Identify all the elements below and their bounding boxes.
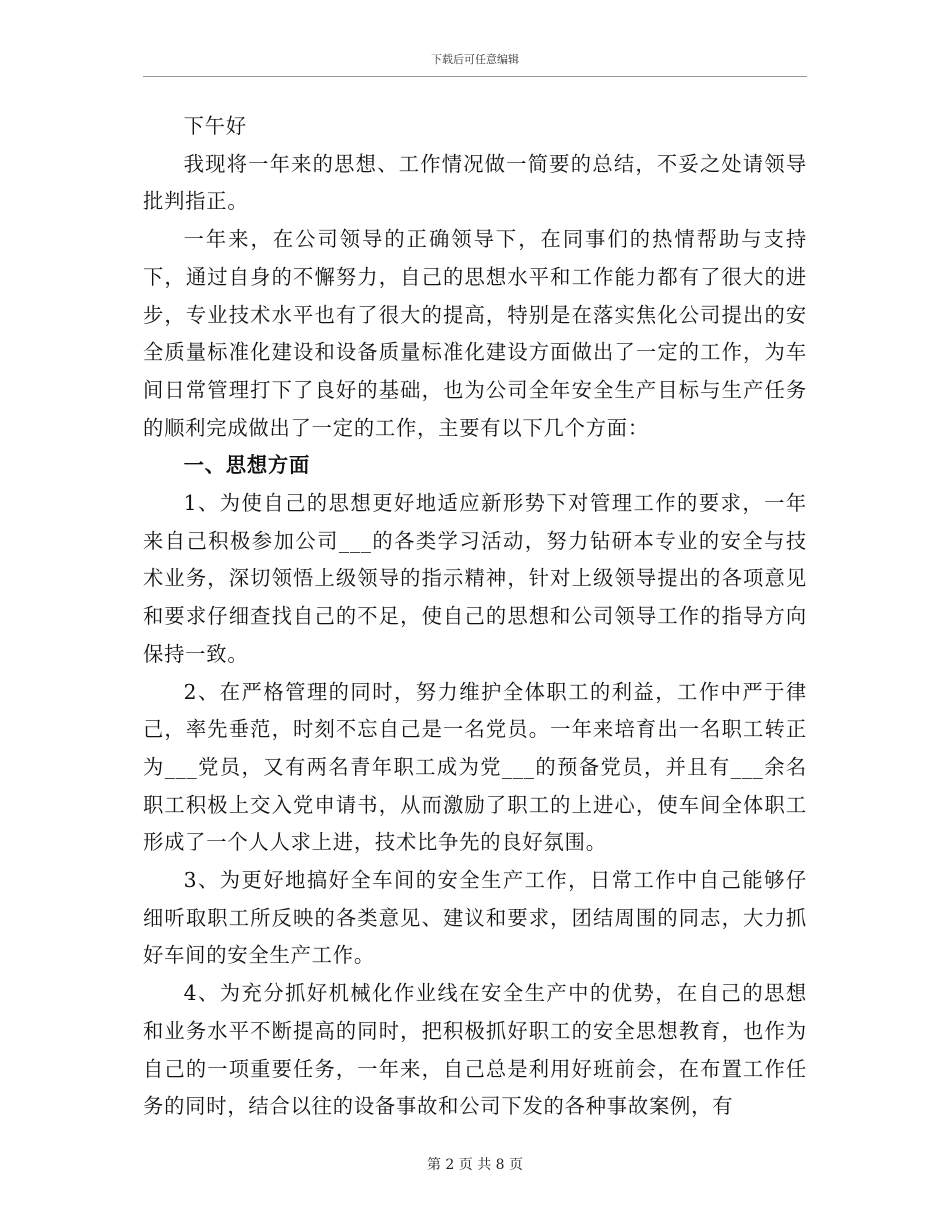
- greeting: 下午好: [183, 114, 247, 138]
- page-number: 第 2 页 共 8 页: [426, 1157, 524, 1173]
- section-heading: 一、思想方面: [183, 453, 311, 478]
- list-item: 3、为更好地搞好全车间的安全生产工作，日常工作中自己能够仔细听取职工所反映的各类意见、建议和要求，团结周围的同志，大力抓好车间的安全生产工作。: [143, 868, 807, 968]
- document-body: [143, 108, 807, 1126]
- intro-paragraph: 我现将一年来的思想、工作情况做一简要的总结，不妥之处请领导批判指正。: [143, 151, 807, 214]
- list-item: 1、为使自己的思想更好地适应新形势下对管理工作的要求，一年来自己积极参加公司___的各类学习活动，努力钻研本专业的安全与技术业务，深切领悟上级领导的指示精神，针对上级领导提出的各项意见和要求仔细查找自己的不足，使自己的思想和公司领导工作的指导方向保持一致。: [143, 491, 807, 666]
- page-header: 下载后可任意编辑: [431, 53, 519, 66]
- header-divider: [143, 76, 807, 77]
- summary-paragraph: 一年来，在公司领导的正确领导下，在同事们的热情帮助与支持下，通过自身的不懈努力，自己的思想水平和工作能力都有了很大的进步，专业技术水平也有了很大的提高，特别是在落实焦化公司提出的安全质量标准化建设和设备质量标准化建设方面做出了一定的工作，为车间日常管理打下了良好的基础，也为公司全年安全生产目标与生产任务的顺利完成做出了一定的工作，主要有以下几个方面：: [143, 227, 807, 440]
- list-item: 2、在严格管理的同时，努力维护全体职工的利益，工作中严于律己，率先垂范，时刻不忘自己是一名党员。一年来培育出一名职工转正为___党员，又有两名青年职工成为党___的预备党员，并且有___余名职工积极上交入党申请书，从而激励了职工的上进心，使车间全体职工形成了一个人人求上进，技术比争先的良好氛围。: [143, 679, 807, 855]
- list-item: 4、为充分抓好机械化作业线在安全生产中的优势，在自己的思想和业务水平不断提高的同时，把积极抓好职工的安全思想教育，也作为自己的一项重要任务，一年来，自己总是利用好班前会，在布置工作任务的同时，结合以往的设备事故和公司下发的各种事故案例，有: [143, 981, 807, 1119]
